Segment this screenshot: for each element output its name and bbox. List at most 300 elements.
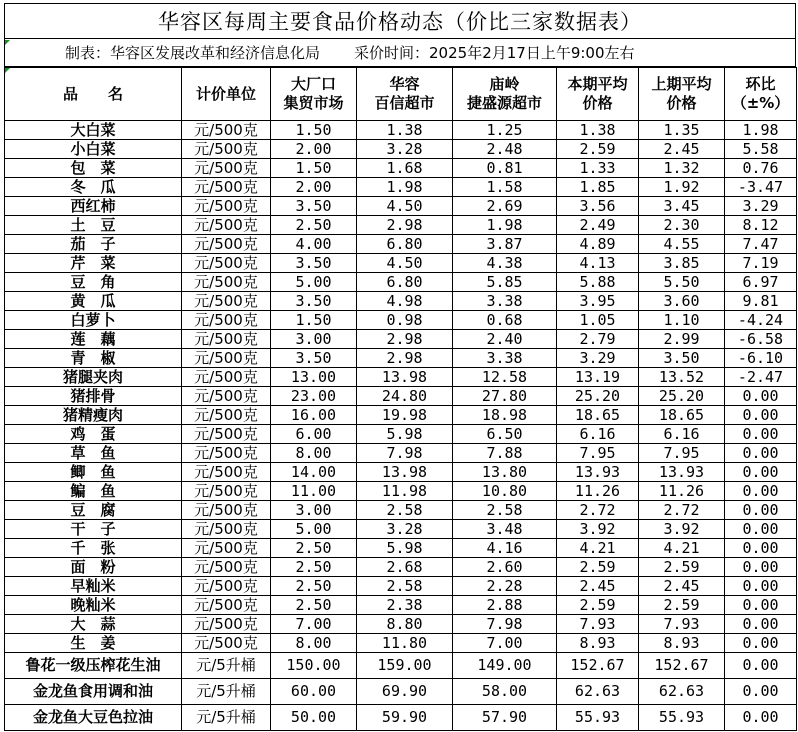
unit: 元/500克 (182, 425, 271, 444)
unit: 元/500克 (182, 121, 271, 140)
price-baixin: 13.98 (357, 368, 453, 387)
unit: 元/500克 (182, 387, 271, 406)
table-row (5, 273, 797, 292)
avg-current: 1.85 (557, 178, 639, 197)
price-jieshengyuan: 1.58 (453, 178, 557, 197)
unit: 元/500克 (182, 197, 271, 216)
price-jieshengyuan: 2.60 (453, 558, 557, 577)
item-name: 茄 子 (5, 235, 182, 254)
avg-current: 5.88 (557, 273, 639, 292)
unit: 元/500克 (182, 292, 271, 311)
col-header-change (725, 68, 797, 121)
item-name: 金龙鱼大豆色拉油 (5, 705, 182, 731)
change-percent: -3.47 (725, 178, 797, 197)
table-row (5, 159, 797, 178)
change-percent: 0.00 (725, 634, 797, 653)
change-percent: 8.12 (725, 216, 797, 235)
unit: 元/500克 (182, 216, 271, 235)
price-dachangkou: 3.00 (271, 330, 357, 349)
price-dachangkou: 60.00 (271, 679, 357, 705)
table-row (5, 425, 797, 444)
price-jieshengyuan: 2.88 (453, 596, 557, 615)
avg-current: 55.93 (557, 705, 639, 731)
avg-current: 11.26 (557, 482, 639, 501)
unit: 元/500克 (182, 140, 271, 159)
price-jieshengyuan: 18.98 (453, 406, 557, 425)
avg-previous: 8.93 (639, 634, 725, 653)
price-baixin: 8.80 (357, 615, 453, 634)
unit: 元/500克 (182, 596, 271, 615)
header-line: 环比 (745, 75, 776, 93)
header-line: 华容 (389, 75, 420, 93)
item-name: 西红柿 (5, 197, 182, 216)
avg-previous: 11.26 (639, 482, 725, 501)
price-jieshengyuan: 7.98 (453, 615, 557, 634)
price-jieshengyuan: 5.85 (453, 273, 557, 292)
unit: 元/500克 (182, 444, 271, 463)
price-jieshengyuan: 149.00 (453, 653, 557, 679)
collection-time-label: 采价时间：2025年2月17日上午9:00左右 (354, 44, 635, 62)
price-jieshengyuan: 2.28 (453, 577, 557, 596)
price-baixin: 159.00 (357, 653, 453, 679)
price-dachangkou: 2.50 (271, 577, 357, 596)
avg-current: 8.93 (557, 634, 639, 653)
item-name: 青 椒 (5, 349, 182, 368)
price-jieshengyuan: 57.90 (453, 705, 557, 731)
avg-current: 1.05 (557, 311, 639, 330)
table-row (5, 140, 797, 159)
table-body (5, 121, 797, 731)
avg-current: 13.19 (557, 368, 639, 387)
unit: 元/500克 (182, 349, 271, 368)
header-line: 捷盛源超市 (466, 94, 542, 112)
header-line: 品 名 (62, 84, 123, 103)
table-row (5, 705, 797, 731)
table-row (5, 634, 797, 653)
table-row (5, 679, 797, 705)
price-jieshengyuan: 7.88 (453, 444, 557, 463)
item-name: 鳊 鱼 (5, 482, 182, 501)
price-jieshengyuan: 2.58 (453, 501, 557, 520)
change-percent: 7.19 (725, 254, 797, 273)
unit: 元/500克 (182, 482, 271, 501)
avg-current: 3.92 (557, 520, 639, 539)
header-line: 庙岭 (489, 75, 520, 93)
header-line: 价格 (582, 94, 613, 112)
price-baixin: 5.98 (357, 425, 453, 444)
col-header-baixin (357, 68, 453, 121)
unit: 元/500克 (182, 634, 271, 653)
price-baixin: 2.98 (357, 330, 453, 349)
price-baixin: 7.98 (357, 444, 453, 463)
price-jieshengyuan: 3.38 (453, 349, 557, 368)
item-name: 猪腿夹肉 (5, 368, 182, 387)
avg-previous: 2.45 (639, 577, 725, 596)
table-row (5, 653, 797, 679)
item-name: 大白菜 (5, 121, 182, 140)
avg-previous: 3.92 (639, 520, 725, 539)
change-percent: 0.00 (725, 615, 797, 634)
col-header-name (5, 68, 182, 121)
avg-previous: 3.60 (639, 292, 725, 311)
maker-label: 制表：华容区发展改革和经济信息化局 (65, 44, 321, 62)
price-jieshengyuan: 7.00 (453, 634, 557, 653)
item-name: 早籼米 (5, 577, 182, 596)
table-row (5, 482, 797, 501)
table-row (5, 216, 797, 235)
change-percent: 0.00 (725, 463, 797, 482)
item-name: 莲 藕 (5, 330, 182, 349)
header-line: 价格 (666, 94, 697, 112)
change-percent: 0.00 (725, 539, 797, 558)
price-baixin: 1.68 (357, 159, 453, 178)
price-baixin: 5.98 (357, 539, 453, 558)
avg-previous: 1.92 (639, 178, 725, 197)
price-baixin: 1.38 (357, 121, 453, 140)
sheet-title (4, 3, 796, 39)
table-row (5, 235, 797, 254)
item-name: 黄 瓜 (5, 292, 182, 311)
item-name: 猪排骨 (5, 387, 182, 406)
table-row (5, 349, 797, 368)
header-line: 计价单位 (195, 84, 256, 103)
table-row (5, 577, 797, 596)
change-percent: 5.58 (725, 140, 797, 159)
table-row (5, 311, 797, 330)
price-baixin: 4.98 (357, 292, 453, 311)
table-row (5, 121, 797, 140)
avg-current: 2.59 (557, 558, 639, 577)
price-jieshengyuan: 2.69 (453, 197, 557, 216)
table-row (5, 444, 797, 463)
avg-previous: 3.50 (639, 349, 725, 368)
price-dachangkou: 8.00 (271, 634, 357, 653)
change-percent: 0.00 (725, 520, 797, 539)
change-percent: 0.00 (725, 679, 797, 705)
item-name: 鸡 蛋 (5, 425, 182, 444)
table-row (5, 539, 797, 558)
table-row (5, 615, 797, 634)
avg-previous: 1.35 (639, 121, 725, 140)
avg-current: 3.56 (557, 197, 639, 216)
avg-previous: 4.21 (639, 539, 725, 558)
price-jieshengyuan: 3.87 (453, 235, 557, 254)
avg-previous: 2.59 (639, 596, 725, 615)
price-dachangkou: 1.50 (271, 311, 357, 330)
change-percent: 9.81 (725, 292, 797, 311)
avg-previous: 4.55 (639, 235, 725, 254)
unit: 元/500克 (182, 178, 271, 197)
avg-current: 2.59 (557, 596, 639, 615)
price-dachangkou: 11.00 (271, 482, 357, 501)
change-percent: 0.00 (725, 558, 797, 577)
avg-previous: 2.99 (639, 330, 725, 349)
unit: 元/500克 (182, 254, 271, 273)
avg-previous: 3.85 (639, 254, 725, 273)
price-baixin: 6.80 (357, 235, 453, 254)
item-name: 豆 腐 (5, 501, 182, 520)
item-name: 冬 瓜 (5, 178, 182, 197)
price-jieshengyuan: 13.80 (453, 463, 557, 482)
unit: 元/500克 (182, 368, 271, 387)
item-name: 猪精瘦肉 (5, 406, 182, 425)
price-jieshengyuan: 2.40 (453, 330, 557, 349)
price-baixin: 4.50 (357, 197, 453, 216)
item-name: 鲁花一级压榨花生油 (5, 653, 182, 679)
price-baixin: 2.68 (357, 558, 453, 577)
col-header-current-avg (557, 68, 639, 121)
unit: 元/500克 (182, 520, 271, 539)
price-jieshengyuan: 0.81 (453, 159, 557, 178)
unit: 元/500克 (182, 273, 271, 292)
price-jieshengyuan: 6.50 (453, 425, 557, 444)
price-jieshengyuan: 2.48 (453, 140, 557, 159)
avg-previous: 55.93 (639, 705, 725, 731)
price-jieshengyuan: 10.80 (453, 482, 557, 501)
change-percent: 7.47 (725, 235, 797, 254)
change-percent: 0.00 (725, 425, 797, 444)
item-name: 干 子 (5, 520, 182, 539)
avg-previous: 7.93 (639, 615, 725, 634)
table-row (5, 330, 797, 349)
item-name: 面 粉 (5, 558, 182, 577)
change-percent: 0.00 (725, 653, 797, 679)
change-percent: 0.00 (725, 406, 797, 425)
price-baixin: 2.58 (357, 577, 453, 596)
price-jieshengyuan: 12.58 (453, 368, 557, 387)
price-dachangkou: 1.50 (271, 121, 357, 140)
unit: 元/500克 (182, 577, 271, 596)
table-row (5, 254, 797, 273)
price-jieshengyuan: 0.68 (453, 311, 557, 330)
price-baixin: 11.80 (357, 634, 453, 653)
price-baixin: 0.98 (357, 311, 453, 330)
table-row (5, 387, 797, 406)
item-name: 生 姜 (5, 634, 182, 653)
price-jieshengyuan: 1.98 (453, 216, 557, 235)
price-baixin: 6.80 (357, 273, 453, 292)
price-baixin: 2.98 (357, 216, 453, 235)
price-baixin: 2.38 (357, 596, 453, 615)
price-baixin: 24.80 (357, 387, 453, 406)
avg-previous: 2.30 (639, 216, 725, 235)
header-line: 上期平均 (651, 75, 712, 93)
avg-previous: 3.45 (639, 197, 725, 216)
unit: 元/500克 (182, 463, 271, 482)
avg-current: 4.13 (557, 254, 639, 273)
change-percent: 0.00 (725, 577, 797, 596)
col-header-jieshengyuan (453, 68, 557, 121)
avg-current: 2.72 (557, 501, 639, 520)
price-dachangkou: 6.00 (271, 425, 357, 444)
item-name: 晚籼米 (5, 596, 182, 615)
price-jieshengyuan: 4.38 (453, 254, 557, 273)
change-percent: 0.00 (725, 501, 797, 520)
avg-previous: 62.63 (639, 679, 725, 705)
change-percent: 6.97 (725, 273, 797, 292)
item-name: 金龙鱼食用调和油 (5, 679, 182, 705)
unit: 元/5升桶 (182, 679, 271, 705)
unit: 元/500克 (182, 615, 271, 634)
price-baixin: 69.90 (357, 679, 453, 705)
change-percent: 1.98 (725, 121, 797, 140)
meta-row (4, 39, 796, 67)
header-line: 集贸市场 (283, 94, 344, 112)
avg-previous: 5.50 (639, 273, 725, 292)
item-name: 小白菜 (5, 140, 182, 159)
item-name: 鲫 鱼 (5, 463, 182, 482)
item-name: 草 鱼 (5, 444, 182, 463)
avg-current: 1.33 (557, 159, 639, 178)
avg-current: 152.67 (557, 653, 639, 679)
avg-previous: 1.32 (639, 159, 725, 178)
change-percent: 0.76 (725, 159, 797, 178)
unit: 元/500克 (182, 558, 271, 577)
price-baixin: 3.28 (357, 520, 453, 539)
price-dachangkou: 5.00 (271, 273, 357, 292)
table-header-row (5, 68, 797, 121)
change-percent: -6.10 (725, 349, 797, 368)
avg-current: 3.95 (557, 292, 639, 311)
sheet-title-text: 华容区每周主要食品价格动态（价比三家数据表） (158, 10, 642, 34)
price-baixin: 2.58 (357, 501, 453, 520)
price-baixin: 2.98 (357, 349, 453, 368)
avg-previous: 152.67 (639, 653, 725, 679)
table-row (5, 463, 797, 482)
unit: 元/5升桶 (182, 653, 271, 679)
price-table (4, 67, 797, 731)
header-line: 大厂口 (290, 75, 336, 93)
price-dachangkou: 7.00 (271, 615, 357, 634)
table-row (5, 558, 797, 577)
avg-current: 2.49 (557, 216, 639, 235)
price-baixin: 1.98 (357, 178, 453, 197)
unit: 元/500克 (182, 235, 271, 254)
change-percent: 0.00 (725, 596, 797, 615)
col-header-dachangkou (271, 68, 357, 121)
price-baixin: 11.98 (357, 482, 453, 501)
price-jieshengyuan: 58.00 (453, 679, 557, 705)
avg-current: 4.21 (557, 539, 639, 558)
avg-previous: 2.45 (639, 140, 725, 159)
unit: 元/500克 (182, 159, 271, 178)
avg-current: 7.95 (557, 444, 639, 463)
header-line: （±%） (731, 94, 790, 112)
price-dachangkou: 1.50 (271, 159, 357, 178)
price-dachangkou: 3.50 (271, 197, 357, 216)
price-jieshengyuan: 1.25 (453, 121, 557, 140)
avg-previous: 25.20 (639, 387, 725, 406)
price-jieshengyuan: 4.16 (453, 539, 557, 558)
price-dachangkou: 3.50 (271, 254, 357, 273)
avg-current: 25.20 (557, 387, 639, 406)
price-dachangkou: 2.50 (271, 539, 357, 558)
price-dachangkou: 2.00 (271, 178, 357, 197)
change-percent: -2.47 (725, 368, 797, 387)
avg-current: 62.63 (557, 679, 639, 705)
price-dachangkou: 16.00 (271, 406, 357, 425)
change-percent: -4.24 (725, 311, 797, 330)
change-percent: 3.29 (725, 197, 797, 216)
item-name: 土 豆 (5, 216, 182, 235)
avg-previous: 1.10 (639, 311, 725, 330)
avg-current: 18.65 (557, 406, 639, 425)
item-name: 包 菜 (5, 159, 182, 178)
avg-current: 1.38 (557, 121, 639, 140)
table-row (5, 596, 797, 615)
price-dachangkou: 2.50 (271, 558, 357, 577)
unit: 元/5升桶 (182, 705, 271, 731)
avg-previous: 13.52 (639, 368, 725, 387)
table-row (5, 292, 797, 311)
col-header-previous-avg (639, 68, 725, 121)
avg-previous: 13.93 (639, 463, 725, 482)
avg-current: 2.59 (557, 140, 639, 159)
unit: 元/500克 (182, 501, 271, 520)
table-row (5, 520, 797, 539)
unit: 元/500克 (182, 406, 271, 425)
unit: 元/500克 (182, 539, 271, 558)
col-header-unit (182, 68, 271, 121)
price-baixin: 59.90 (357, 705, 453, 731)
avg-current: 4.89 (557, 235, 639, 254)
item-name: 大 蒜 (5, 615, 182, 634)
price-dachangkou: 5.00 (271, 520, 357, 539)
price-dachangkou: 2.00 (271, 140, 357, 159)
avg-previous: 6.16 (639, 425, 725, 444)
table-row (5, 501, 797, 520)
table-row (5, 368, 797, 387)
price-dachangkou: 50.00 (271, 705, 357, 731)
price-dachangkou: 3.00 (271, 501, 357, 520)
change-percent: 0.00 (725, 705, 797, 731)
change-percent: 0.00 (725, 444, 797, 463)
table-row (5, 406, 797, 425)
change-percent: 0.00 (725, 387, 797, 406)
price-dachangkou: 8.00 (271, 444, 357, 463)
price-jieshengyuan: 3.48 (453, 520, 557, 539)
unit: 元/500克 (182, 330, 271, 349)
price-dachangkou: 3.50 (271, 349, 357, 368)
change-percent: -6.58 (725, 330, 797, 349)
price-jieshengyuan: 3.38 (453, 292, 557, 311)
price-baixin: 19.98 (357, 406, 453, 425)
avg-current: 3.29 (557, 349, 639, 368)
price-dachangkou: 14.00 (271, 463, 357, 482)
item-name: 千 张 (5, 539, 182, 558)
avg-previous: 2.59 (639, 558, 725, 577)
price-dachangkou: 13.00 (271, 368, 357, 387)
header-line: 百信超市 (374, 94, 435, 112)
price-dachangkou: 150.00 (271, 653, 357, 679)
price-jieshengyuan: 27.80 (453, 387, 557, 406)
table-row (5, 178, 797, 197)
avg-current: 2.45 (557, 577, 639, 596)
price-dachangkou: 23.00 (271, 387, 357, 406)
avg-current: 7.93 (557, 615, 639, 634)
item-name: 白萝卜 (5, 311, 182, 330)
price-baixin: 3.28 (357, 140, 453, 159)
price-baixin: 13.98 (357, 463, 453, 482)
price-dachangkou: 2.50 (271, 216, 357, 235)
table-row (5, 197, 797, 216)
avg-previous: 7.95 (639, 444, 725, 463)
unit: 元/500克 (182, 311, 271, 330)
price-dachangkou: 3.50 (271, 292, 357, 311)
price-baixin: 4.50 (357, 254, 453, 273)
item-name: 豆 角 (5, 273, 182, 292)
avg-current: 2.79 (557, 330, 639, 349)
